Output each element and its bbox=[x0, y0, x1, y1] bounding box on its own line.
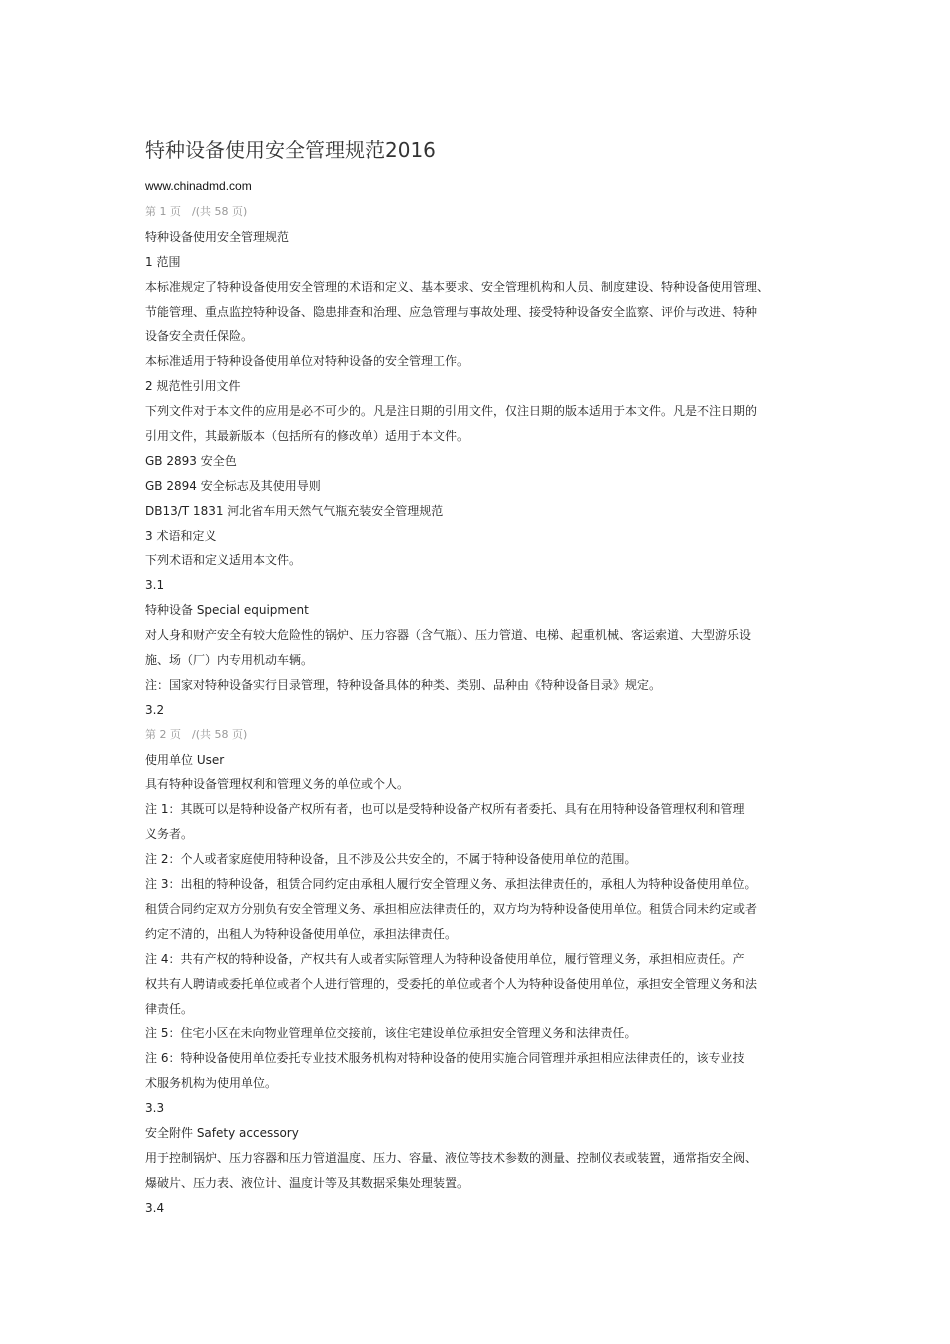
paragraph-line: 设备安全责任保险。 bbox=[145, 329, 254, 344]
paragraph-line: 具有特种设备管理权利和管理义务的单位或个人。 bbox=[145, 777, 410, 792]
document-body bbox=[145, 200, 825, 1221]
paragraph-line: 下列术语和定义适用本文件。 bbox=[145, 553, 302, 568]
paragraph-line: 引用文件，其最新版本（包括所有的修改单）适用于本文件。 bbox=[145, 429, 470, 444]
paragraph-line: 爆破片、压力表、液位计、温度计等及其数据采集处理装置。 bbox=[145, 1175, 470, 1190]
paragraph-line: GB 2894 安全标志及其使用导则 bbox=[145, 478, 321, 493]
section-heading: 3.3 bbox=[145, 1101, 165, 1116]
document-title: 特种设备使用安全管理规范2016 bbox=[145, 138, 436, 162]
paragraph-line: 注 3：出租的特种设备，租赁合同约定由承租人履行安全管理义务、承担法律责任的，承租人为特种设备使用单位。 bbox=[145, 877, 757, 892]
paragraph-line: 节能管理、重点监控特种设备、隐患排查和治理、应急管理与事故处理、接受特种设备安全监察、评价与改进、特种 bbox=[145, 304, 758, 319]
paragraph-line: 律责任。 bbox=[145, 1001, 194, 1016]
section-heading: 2 规范性引用文件 bbox=[145, 379, 241, 394]
paragraph-line: 特种设备使用安全管理规范 bbox=[145, 229, 290, 244]
section-heading: 使用单位 User bbox=[145, 752, 225, 767]
section-heading: 3.4 bbox=[145, 1200, 165, 1215]
paragraph-line: 用于控制锅炉、压力容器和压力管道温度、压力、容量、液位等技术参数的测量、控制仪表或装置，通常指安全阀、 bbox=[145, 1150, 758, 1165]
section-heading: 3 术语和定义 bbox=[145, 528, 217, 543]
paragraph-line: 术服务机构为使用单位。 bbox=[145, 1076, 278, 1091]
section-heading: 1 范围 bbox=[145, 254, 181, 269]
paragraph-line: 注 2：个人或者家庭使用特种设备，且不涉及公共安全的，不属于特种设备使用单位的范围。 bbox=[145, 852, 637, 867]
page-number-marker: 第 2 页 /(共 58 页) bbox=[145, 727, 248, 741]
paragraph-line: 本标准适用于特种设备使用单位对特种设备的安全管理工作。 bbox=[145, 354, 470, 369]
paragraph-line: 对人身和财产安全有较大危险性的锅炉、压力容器（含气瓶）、压力管道、电梯、起重机械、客运索道、大型游乐设 bbox=[145, 628, 752, 643]
paragraph-line: 注：国家对特种设备实行目录管理，特种设备具体的种类、类别、品种由《特种设备目录》规定。 bbox=[145, 677, 662, 692]
paragraph-line: 租赁合同约定双方分别负有安全管理义务、承担相应法律责任的，双方均为特种设备使用单位。租赁合同未约定或者 bbox=[145, 901, 758, 916]
section-heading: 3.1 bbox=[145, 578, 165, 593]
section-heading: 安全附件 Safety accessory bbox=[145, 1125, 299, 1140]
paragraph-line: DB13/T 1831 河北省车用天然气气瓶充装安全管理规范 bbox=[145, 503, 444, 518]
site-url[interactable]: www.chinadmd.com bbox=[145, 179, 252, 193]
paragraph-line: 权共有人聘请或委托单位或者个人进行管理的，受委托的单位或者个人为特种设备使用单位，承担安全管理义务和法 bbox=[145, 976, 758, 991]
paragraph-line: GB 2893 安全色 bbox=[145, 453, 237, 468]
paragraph-line: 约定不清的，出租人为特种设备使用单位，承担法律责任。 bbox=[145, 926, 458, 941]
paragraph-line: 本标准规定了特种设备使用安全管理的术语和定义、基本要求、安全管理机构和人员、制度建设、特种设备使用管理、 bbox=[145, 279, 770, 294]
paragraph-line: 注 4：共有产权的特种设备，产权共有人或者实际管理人为特种设备使用单位，履行管理义务，承担相应责任。产 bbox=[145, 951, 745, 966]
section-heading: 特种设备 Special equipment bbox=[145, 603, 309, 618]
paragraph-line: 注 6：特种设备使用单位委托专业技术服务机构对特种设备的使用实施合同管理并承担相应法律责任的，该专业技 bbox=[145, 1051, 745, 1066]
paragraph-line: 注 5：住宅小区在未向物业管理单位交接前，该住宅建设单位承担安全管理义务和法律责任。 bbox=[145, 1026, 637, 1041]
section-heading: 3.2 bbox=[145, 702, 165, 717]
paragraph-line: 施、场（厂）内专用机动车辆。 bbox=[145, 653, 314, 668]
paragraph-line: 义务者。 bbox=[145, 827, 194, 842]
paragraph-line: 下列文件对于本文件的应用是必不可少的。凡是注日期的引用文件，仅注日期的版本适用于本文件。凡是不注日期的 bbox=[145, 404, 758, 419]
page-number-marker: 第 1 页 /(共 58 页) bbox=[145, 205, 248, 218]
paragraph-line: 注 1：其既可以是特种设备产权所有者，也可以是受特种设备产权所有者委托、具有在用特种设备管理权利和管理 bbox=[145, 802, 745, 817]
